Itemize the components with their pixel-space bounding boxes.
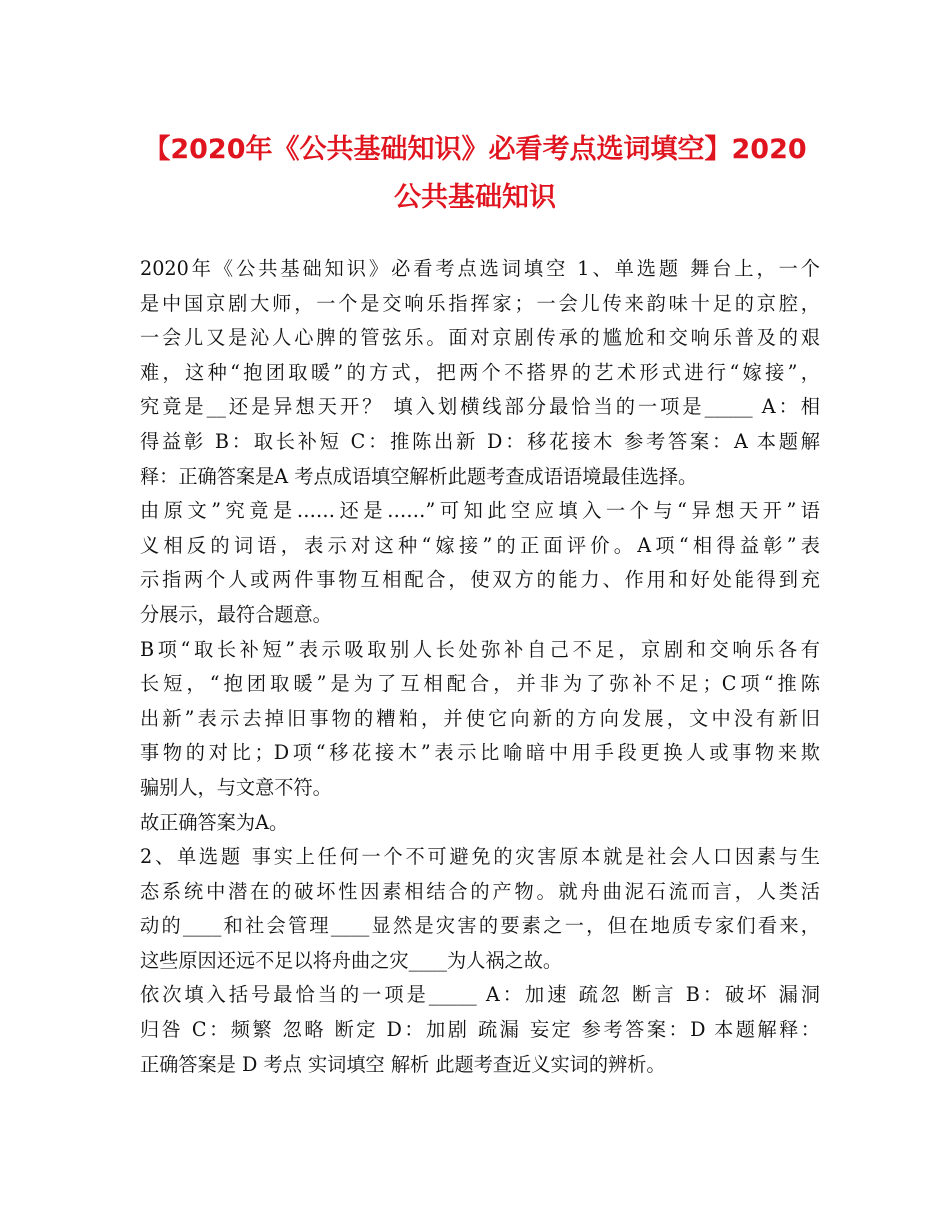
body-line: 是中国京剧大师，一个是交响乐指挥家；一会儿传来韵味十足的京腔， (140, 291, 820, 315)
body-line: 由原文”究竟是……还是……”可知此空应填入一个与“异想天开”语 (140, 499, 820, 523)
body-line: 这些原因还远不足以将舟曲之灾____为人祸之故。 (140, 948, 563, 972)
body-line: 一会儿又是沁人心脾的管弦乐。面对京剧传承的尴尬和交响乐普及的艰 (140, 326, 820, 350)
document-body (140, 252, 820, 1082)
body-line: 出新”表示去掉旧事物的糟粕，并使它向新的方向发展，文中没有新旧 (140, 706, 820, 730)
body-line: 事物的对比；D项“移花接木”表示比喻暗中用手段更换人或事物来欺 (140, 741, 820, 765)
body-line: 归咎 C：频繁 忽略 断定 D：加剧 疏漏 妄定 参考答案：D 本题解释： (140, 1018, 820, 1042)
body-line: 故正确答案为A。 (140, 810, 289, 834)
body-line: 骗别人，与文意不符。 (140, 775, 332, 799)
body-line: 态系统中潜在的破坏性因素相结合的产物。就舟曲泥石流而言，人类活 (140, 879, 820, 903)
title-line-1: 【2020年《公共基础知识》必看考点选词填空】2020 (143, 134, 807, 165)
body-line: 依次填入括号最恰当的一项是_____ A：加速 疏忽 断言 B：破坏 漏洞 (140, 983, 820, 1007)
body-line: 究竟是__还是异想天开？ 填入划横线部分最恰当的一项是_____ A：相 (140, 395, 820, 419)
body-line: 释：正确答案是A 考点成语填空解析此题考查成语语境最佳选择。 (140, 464, 698, 488)
body-line: 难，这种“抱团取暖”的方式，把两个不搭界的艺术形式进行“嫁接”， (140, 360, 820, 384)
title-line-2: 公共基础知识 (394, 182, 556, 213)
body-line: B项“取长补短”表示吸取别人长处弥补自己不足，京剧和交响乐各有 (140, 637, 820, 661)
body-line: 分展示，最符合题意。 (140, 602, 332, 626)
body-line: 示指两个人或两件事物互相配合，使双方的能力、作用和好处能得到充 (140, 568, 820, 592)
body-line: 动的____和社会管理____显然是灾害的要素之一，但在地质专家们看来， (140, 914, 820, 938)
document-title (100, 126, 850, 222)
body-line: 2020年《公共基础知识》必看考点选词填空 1、单选题 舞台上，一个 (140, 257, 820, 280)
body-line: 得益彰 B：取长补短 C：推陈出新 D：移花接木 参考答案：A 本题解 (140, 429, 820, 453)
body-line: 义相反的词语，表示对这种“嫁接”的正面评价。A项“相得益彰”表 (140, 533, 820, 557)
body-line: 长短，“抱团取暖”是为了互相配合，并非为了弥补不足；C项“推陈 (140, 672, 820, 696)
body-line: 2、单选题 事实上任何一个不可避免的灾害原本就是社会人口因素与生 (140, 845, 820, 869)
body-line: 正确答案是 D 考点 实词填空 解析 此题考查近义实词的辨析。 (140, 1052, 666, 1076)
